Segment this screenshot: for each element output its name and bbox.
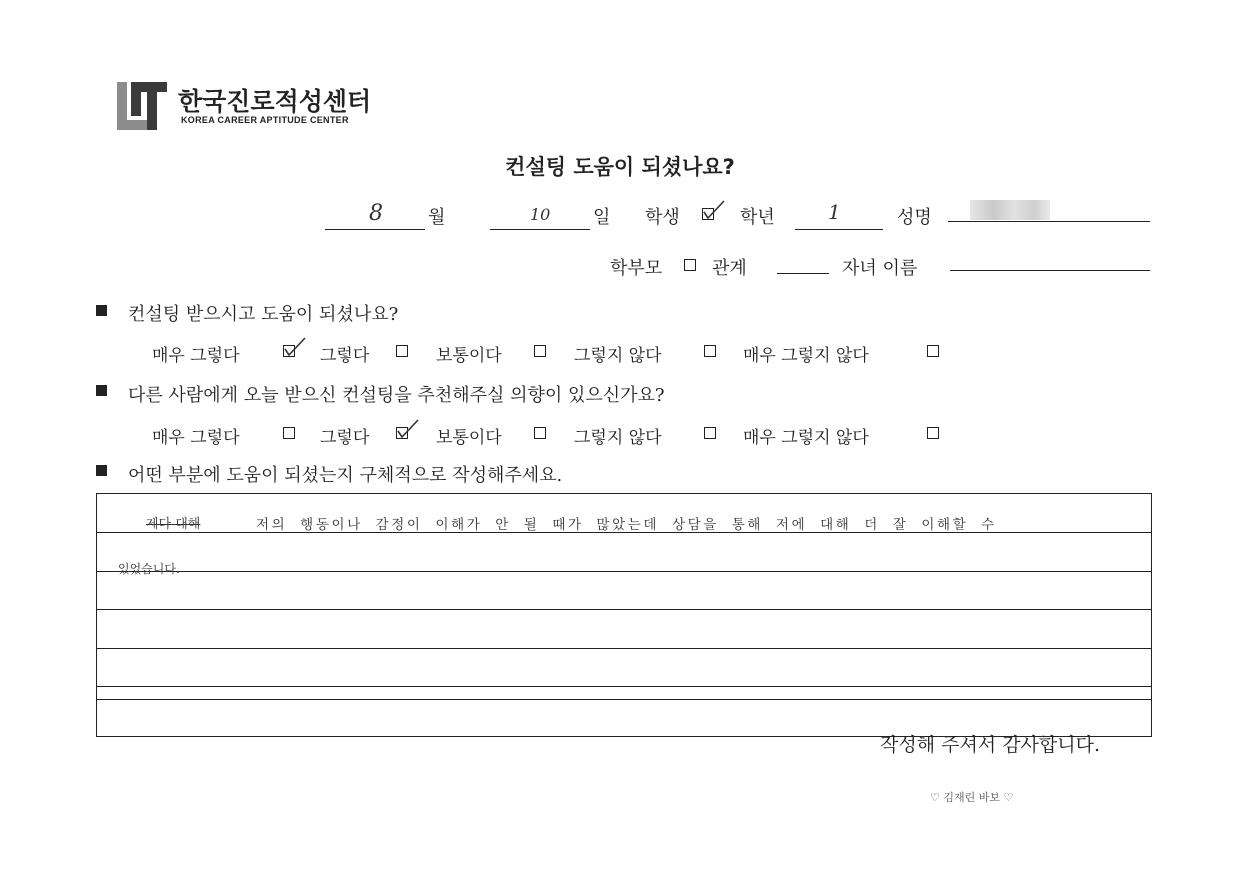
- relation-label: 관계: [712, 258, 747, 279]
- heart-icon: ♡: [1003, 791, 1014, 804]
- check-mark-icon: [394, 417, 420, 441]
- q2-option-very-yes: 매우 그렇다: [152, 428, 240, 448]
- q2-checkbox-neutral[interactable]: [534, 427, 546, 439]
- month-label: 월: [428, 207, 446, 228]
- ruled-line: [96, 609, 1152, 610]
- q2-option-neutral: 보통이다: [436, 428, 502, 448]
- q2-option-yes: 그렇다: [320, 428, 370, 448]
- grade-value: 1: [828, 200, 841, 224]
- center-logo-icon: [117, 82, 167, 130]
- q1-option-very-yes: 매우 그렇다: [152, 346, 240, 366]
- question-bullet: [96, 305, 107, 316]
- check-mark-icon: [281, 335, 307, 359]
- question-2-text: 다른 사람에게 오늘 받으신 컨설팅을 추천해주실 의향이 있으신가요?: [128, 385, 665, 406]
- form-title: 컨설팅 도움이 되셨나요?: [505, 155, 735, 179]
- ruled-line: [96, 571, 1152, 572]
- name-field[interactable]: [948, 221, 1150, 222]
- check-mark-icon: [700, 198, 726, 222]
- q2-option-very-no: 매우 그렇지 않다: [743, 428, 869, 448]
- q2-checkbox-very-yes[interactable]: [283, 427, 295, 439]
- name-label: 성명: [897, 207, 932, 228]
- parent-checkbox[interactable]: [684, 259, 696, 271]
- grade-label: 학년: [740, 207, 775, 228]
- thank-you-text: 작성해 주셔서 감사합니다.: [880, 734, 1101, 756]
- ruled-line: [96, 686, 1152, 687]
- q1-checkbox-no[interactable]: [704, 345, 716, 357]
- answer-line-2: 있었습니다.: [118, 562, 180, 576]
- ruled-line: [96, 699, 1152, 700]
- child-name-label: 자녀 이름: [842, 258, 918, 279]
- question-3-text: 어떤 부분에 도움이 되셨는지 구체적으로 작성해주세요.: [128, 465, 563, 486]
- child-name-field[interactable]: [950, 270, 1150, 271]
- q1-checkbox-yes[interactable]: [396, 345, 408, 357]
- heart-icon: ♡: [930, 791, 940, 804]
- day-value: 10: [530, 205, 551, 224]
- center-name-english: KOREA CAREER APTITUDE CENTER: [181, 115, 349, 125]
- day-label: 일: [593, 207, 611, 228]
- grade-field[interactable]: [795, 229, 883, 230]
- redacted-name: [970, 200, 1050, 220]
- center-name-korean: 한국진로적성센터: [178, 87, 372, 116]
- q2-option-no: 그렇지 않다: [574, 428, 662, 448]
- day-field[interactable]: [490, 229, 590, 230]
- q2-checkbox-no[interactable]: [704, 427, 716, 439]
- q2-checkbox-very-no[interactable]: [927, 427, 939, 439]
- month-field[interactable]: [325, 229, 425, 230]
- q1-option-neutral: 보통이다: [436, 346, 502, 366]
- parent-label: 학부모: [610, 258, 663, 279]
- relation-field[interactable]: [777, 273, 829, 274]
- handwritten-signature: ♡ 김재린 바보 ♡: [930, 791, 1014, 804]
- month-value: 8: [369, 201, 383, 226]
- answer-line-1: 저의 행동이나 감정이 이해가 안 될 때가 많았는데 상담을 통해 저에 대해 더 잘 이해할 수: [256, 517, 997, 533]
- q1-option-very-no: 매우 그렇지 않다: [743, 346, 869, 366]
- q1-option-yes: 그렇다: [320, 346, 370, 366]
- ruled-line: [96, 648, 1152, 649]
- question-bullet: [96, 385, 107, 396]
- q1-option-no: 그렇지 않다: [574, 346, 662, 366]
- answer-struck-text: 제다 대해: [146, 517, 201, 532]
- question-1-text: 컨설팅 받으시고 도움이 되셨나요?: [128, 304, 399, 325]
- q1-checkbox-neutral[interactable]: [534, 345, 546, 357]
- student-label: 학생: [645, 207, 680, 228]
- question-bullet: [96, 465, 107, 476]
- q1-checkbox-very-no[interactable]: [927, 345, 939, 357]
